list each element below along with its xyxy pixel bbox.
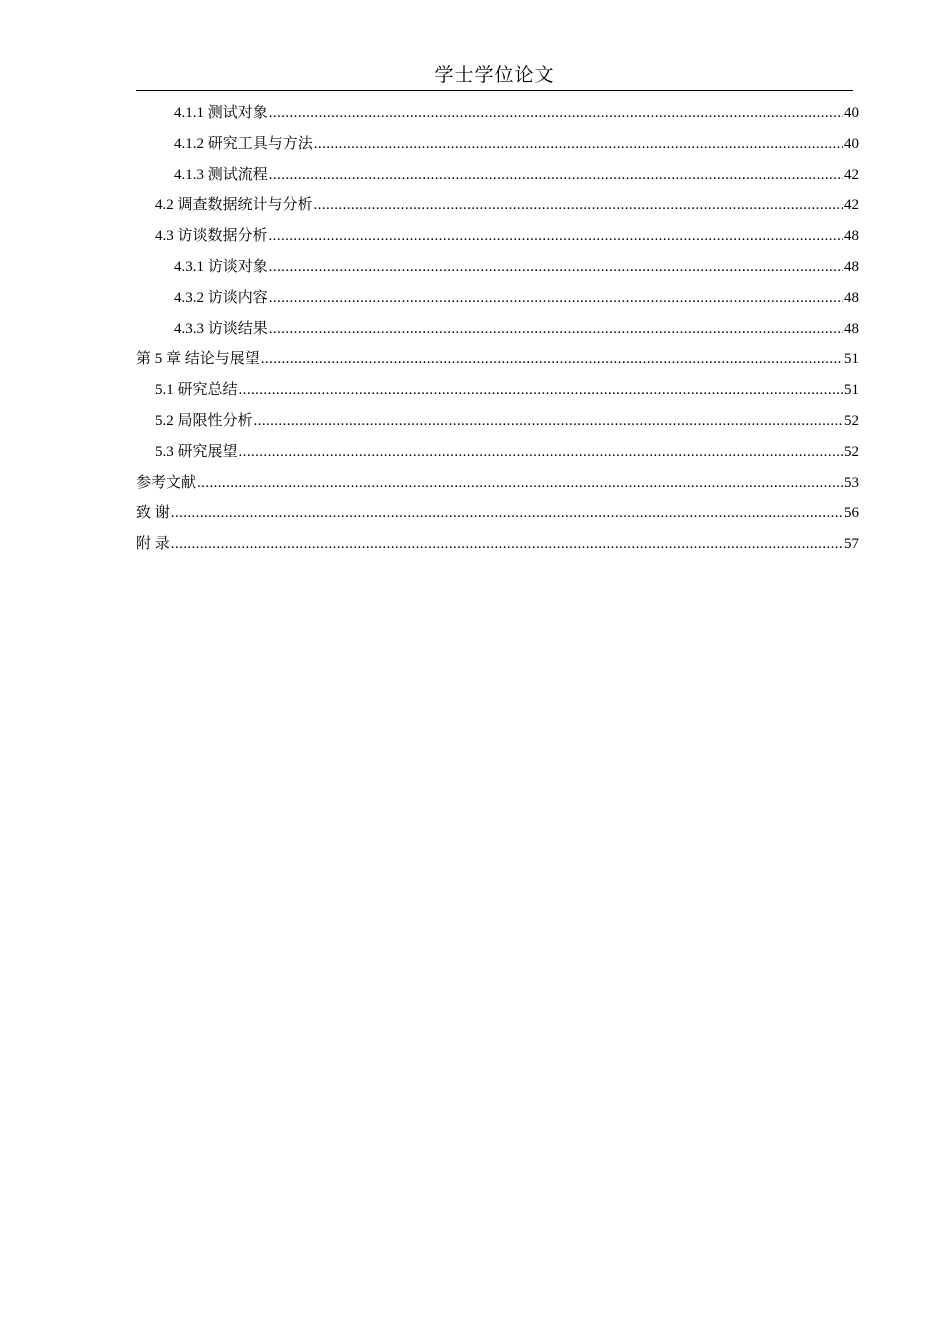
toc-entry[interactable] <box>136 406 859 437</box>
toc-entry-label: 参考文献 <box>136 474 197 491</box>
toc-dot-leader <box>269 221 843 252</box>
toc-entry[interactable] <box>136 529 859 560</box>
toc-dot-leader <box>269 160 843 191</box>
toc-entry-label: 5.3 研究展望 <box>155 443 238 460</box>
toc-dot-leader <box>239 437 843 468</box>
toc-entry-page: 53 <box>844 474 859 491</box>
toc-dot-leader <box>261 344 843 375</box>
toc-dot-leader <box>171 529 843 560</box>
toc-entry[interactable] <box>136 437 859 468</box>
toc-entry[interactable] <box>136 314 859 345</box>
toc-entry-page: 56 <box>844 505 859 522</box>
toc-dot-leader <box>314 129 843 160</box>
toc-entry[interactable] <box>136 498 859 529</box>
page-header: 学士学位论文 <box>136 62 853 91</box>
toc-entry-label: 4.1.1 测试对象 <box>174 105 268 121</box>
toc-entry-page: 48 <box>844 289 859 306</box>
toc-entry-label: 5.2 局限性分析 <box>155 412 253 429</box>
toc-entry-label: 4.2 调查数据统计与分析 <box>155 197 313 214</box>
toc-entry[interactable] <box>136 283 859 314</box>
toc-dot-leader <box>197 468 843 499</box>
toc-entry-label: 4.3.3 访谈结果 <box>174 320 268 337</box>
toc-entry-page: 40 <box>844 135 859 152</box>
toc-entry-page: 52 <box>844 443 859 460</box>
toc-dot-leader <box>254 406 843 437</box>
toc-dot-leader <box>314 190 843 221</box>
toc-dot-leader <box>269 98 843 129</box>
toc-dot-leader <box>269 314 843 345</box>
toc-entry-label: 4.3 访谈数据分析 <box>155 228 268 245</box>
toc-entry[interactable] <box>136 190 859 221</box>
toc-entry-page: 40 <box>844 105 859 121</box>
toc-dot-leader <box>269 252 843 283</box>
toc-entry[interactable] <box>136 375 859 406</box>
toc-entry[interactable] <box>136 98 859 129</box>
toc-entry[interactable] <box>136 252 859 283</box>
toc-entry[interactable] <box>136 221 859 252</box>
toc-entry-page: 42 <box>844 166 859 183</box>
toc-entry-label: 4.3.1 访谈对象 <box>174 258 268 275</box>
toc-entry-label: 致 谢 <box>136 505 170 522</box>
toc-entry-label: 5.1 研究总结 <box>155 382 238 399</box>
toc-entry-label: 4.1.3 测试流程 <box>174 166 268 183</box>
toc-dot-leader <box>269 283 843 314</box>
toc-entry-page: 51 <box>844 351 859 368</box>
table-of-contents <box>136 98 859 560</box>
toc-entry[interactable] <box>136 129 859 160</box>
toc-entry-label: 第 5 章 结论与展望 <box>136 351 260 368</box>
toc-entry[interactable] <box>136 344 859 375</box>
toc-dot-leader <box>171 498 843 529</box>
toc-entry-page: 57 <box>844 536 859 553</box>
toc-dot-leader <box>239 375 843 406</box>
toc-entry-label: 4.1.2 研究工具与方法 <box>174 135 313 152</box>
toc-entry-page: 48 <box>844 228 859 245</box>
toc-entry-page: 52 <box>844 412 859 429</box>
toc-entry-page: 48 <box>844 320 859 337</box>
toc-entry-page: 48 <box>844 258 859 275</box>
toc-entry-label: 附 录 <box>136 536 170 553</box>
toc-entry[interactable] <box>136 160 859 191</box>
toc-entry-page: 42 <box>844 197 859 214</box>
toc-entry[interactable] <box>136 468 859 499</box>
toc-entry-page: 51 <box>844 382 859 399</box>
toc-entry-label: 4.3.2 访谈内容 <box>174 289 268 306</box>
